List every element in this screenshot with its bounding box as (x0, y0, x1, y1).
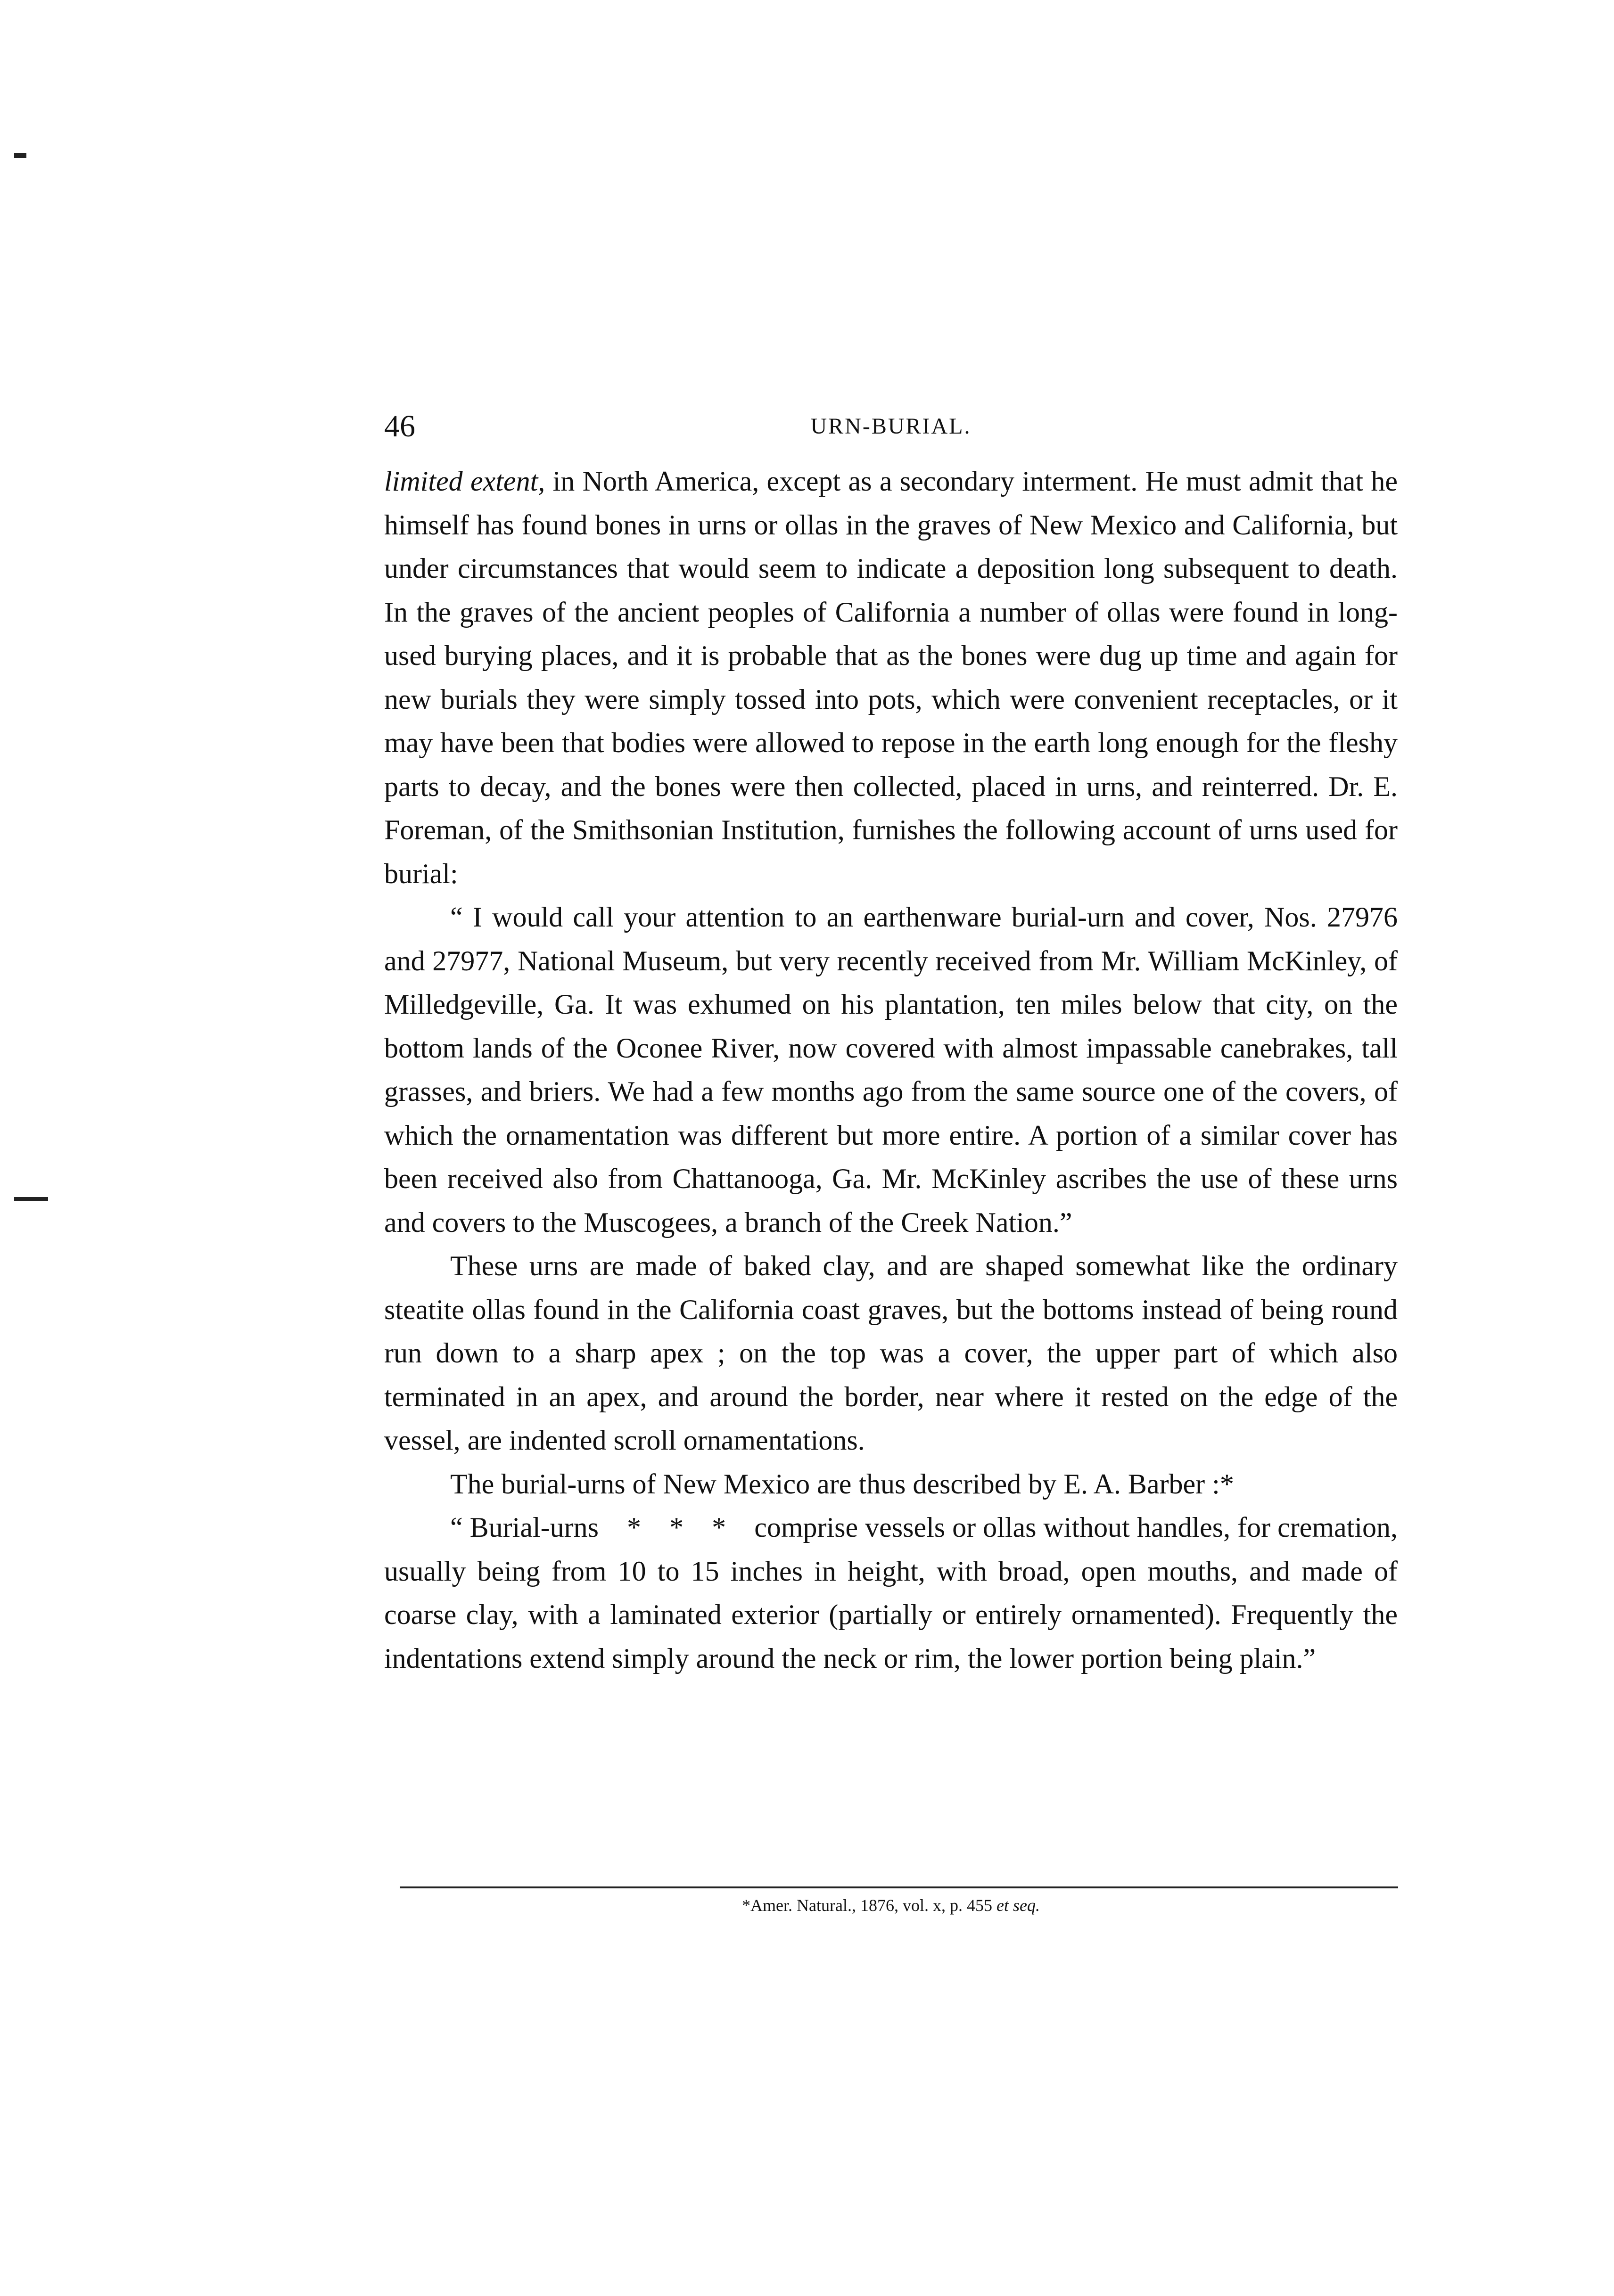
footnote (384, 1894, 1398, 1917)
scan-mark-left-middle (14, 1197, 48, 1201)
footnote-marker: * (742, 1896, 751, 1915)
paragraph-1-lead-italic: limited extent, (384, 466, 545, 497)
paragraph-3: These urns are made of baked clay, and are shaped somewhat like the ordinary steatite ollas found in the California coast graves, but the bottoms instead of being round run down to a sharp apex ; on the top was a cover, the upper part of which also terminated in an apex, and around the border, near where it rested on the edge of the vessel, are indented scroll ornamentations. (384, 1250, 1398, 1456)
paragraph-5-quotation: “ Burial-urns * * * comprise vessels or ollas without handles, for cremation, usually being from 10 to 15 inches in height, with broad, open mouths, and made of coarse clay, with a laminated exterior (partially or entirely ornamented). Frequently the indentations extend simply around the neck or rim, the lower portion being plain.” (384, 1512, 1405, 1674)
paragraph-2-quotation: “ I would call your attention to an earthenware burial-urn and cover, Nos. 27976 and 27977, National Museum, but very recently received from Mr. William McKinley, of Milledgeville, Ga. It was exhumed on his plantation, ten miles below that city, on the bottom lands of the Oconee River, now covered with almost impassable canebrakes, tall grasses, and briers. We had a few months ago from the same source one of the covers, of which the ornamentation was different but more entire. A portion of a similar cover has been received also from Chattanooga, Ga. Mr. McKinley ascribes the use of these urns and covers to the Muscogees, a branch of the Creek Nation.” (384, 902, 1398, 1238)
paragraph-1 (384, 459, 1398, 895)
page-header (384, 405, 1398, 448)
footnote-text: Amer. Natural., 1876, vol. x, p. 455 (750, 1896, 996, 1915)
paragraph-4: The burial-urns of New Mexico are thus described by E. A. Barber :* (450, 1468, 1234, 1500)
footnote-italic-tail: et seq. (996, 1896, 1040, 1915)
scan-mark-top-left (14, 153, 26, 158)
running-head: URN-BURIAL. (810, 414, 972, 439)
body-text (384, 459, 1405, 1680)
footnote-rule (400, 1886, 1398, 1888)
paragraph-1-text: in North America, except as a secondary interment. He must admit that he himself has found bones in urns or ollas in the graves of New Mexico and California, but under circumstances that would seem to indicate a deposition long subsequent to death. In the graves of the ancient peoples of California a number of ollas were found in long-used burying places, and it is probable that as the bones were dug up time and again for new burials they were simply tossed into pots, which were convenient receptacles, or it may have been that bodies were allowed to repose in the earth long enough for the fleshy parts to decay, and the bones were then collected, placed in urns, and reinterred. Dr. E. Foreman, of the Smithsonian Institution, furnishes the following account of urns used for burial: (384, 466, 1398, 889)
page-number: 46 (384, 409, 415, 443)
